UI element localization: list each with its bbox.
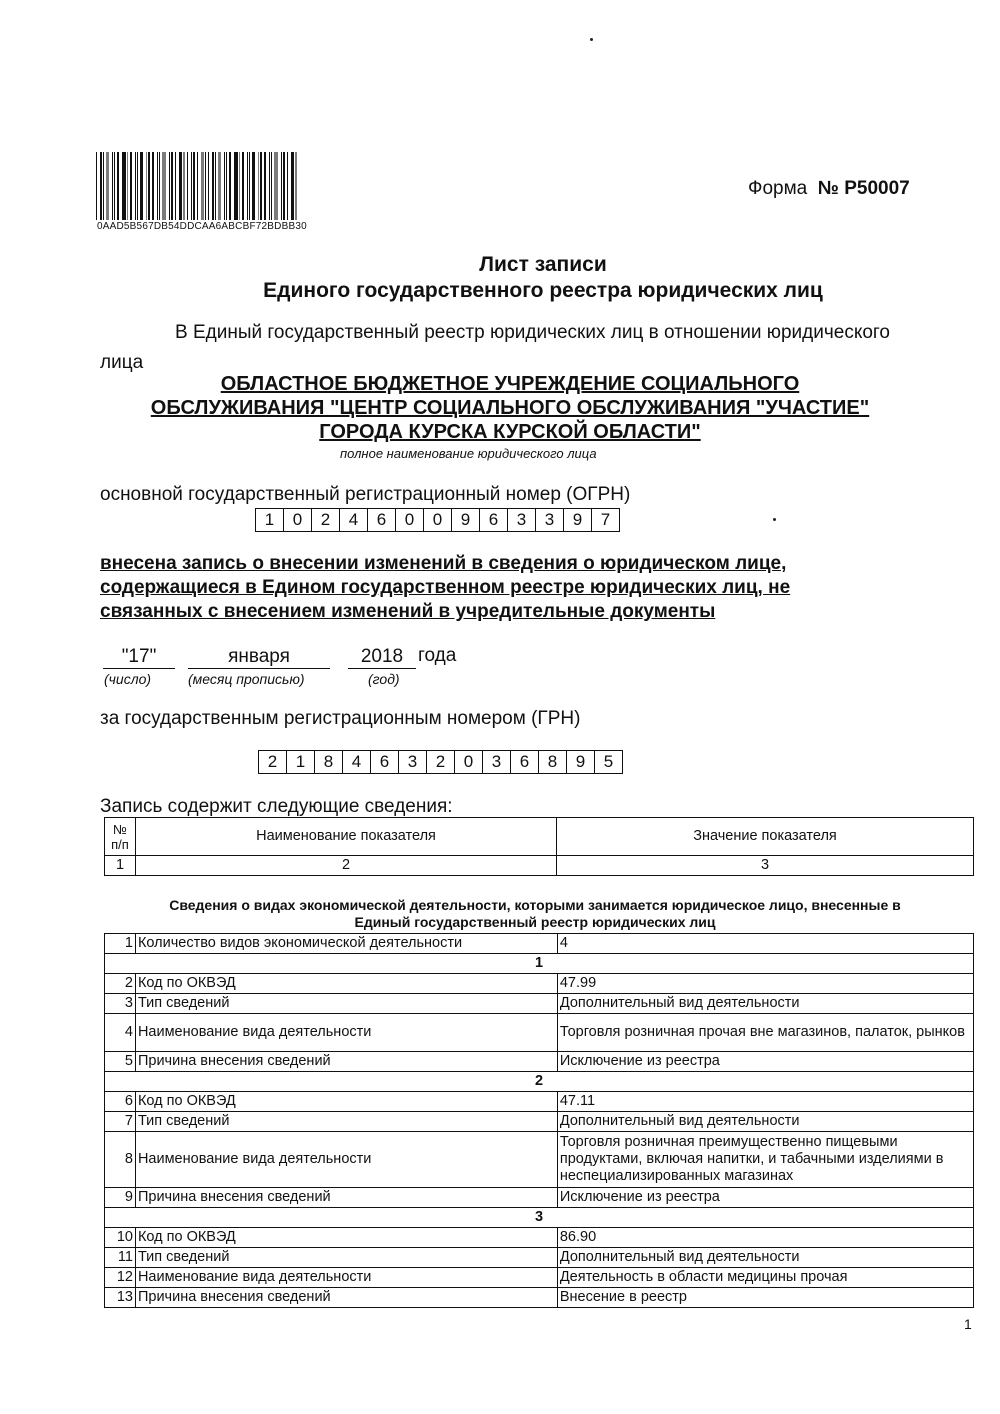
- group-number: 2: [105, 1072, 974, 1092]
- barcode-bar: [239, 152, 240, 220]
- barcode-bar: [130, 152, 132, 220]
- row-label: Причина внесения сведений: [135, 1288, 557, 1308]
- ogrn-digit: 0: [396, 509, 424, 531]
- row-value: 86.90: [557, 1228, 973, 1248]
- barcode-bar: [103, 152, 104, 220]
- day-caption: (число): [104, 671, 152, 687]
- activities-table: [104, 933, 974, 1308]
- row-label: Причина внесения сведений: [135, 1052, 557, 1072]
- grn-boxes: [258, 750, 623, 774]
- table-row: [105, 1132, 974, 1188]
- barcode-bar: [283, 152, 285, 220]
- row-value: Дополнительный вид деятельности: [557, 1112, 973, 1132]
- barcode-bar: [212, 152, 214, 220]
- row-number: 3: [105, 994, 136, 1014]
- row-number: 7: [105, 1112, 136, 1132]
- date-month: января: [188, 646, 330, 669]
- row-value: Торговля розничная прочая вне магазинов, палаток, рынков: [557, 1014, 973, 1052]
- row-value: Торговля розничная преимущественно пищевыми продуктами, включая напитки, и табачными изделиями в неспециализированных магазинах: [557, 1132, 973, 1188]
- form-prefix: Форма: [748, 178, 808, 199]
- date-year: 2018: [348, 646, 416, 669]
- row-label: Количество видов экономической деятельности: [135, 934, 557, 954]
- barcode-bar: [135, 152, 136, 220]
- ogrn-digit: 3: [508, 509, 536, 531]
- intro-line-2: лица: [100, 352, 144, 373]
- barcode-bar: [100, 152, 102, 220]
- organization-name-line: ОБЛАСТНОЕ БЮДЖЕТНОЕ УЧРЕЖДЕНИЕ СОЦИАЛЬНОГО: [220, 373, 800, 395]
- ogrn-digit: 9: [564, 509, 592, 531]
- grn-digit: 1: [287, 751, 315, 773]
- barcode-bar: [117, 152, 119, 220]
- barcode-bar: [252, 152, 255, 220]
- row-label: Тип сведений: [135, 1112, 557, 1132]
- row-value: Дополнительный вид деятельности: [557, 994, 973, 1014]
- scan-speck: [773, 518, 776, 521]
- barcode-bar: [201, 152, 204, 220]
- barcode-bar: [226, 152, 227, 220]
- ogrn-digit: 0: [284, 509, 312, 531]
- row-value: Внесение в реестр: [557, 1288, 973, 1308]
- row-label: Код по ОКВЭД: [135, 974, 557, 994]
- row-number: 4: [105, 1014, 136, 1052]
- barcode-bar: [159, 152, 160, 220]
- section-title-line: Сведения о видах экономической деятельности, которыми занимается юридическое лицо, внесенные в: [169, 897, 901, 913]
- barcode-bar: [224, 152, 225, 220]
- barcode-bar: [274, 152, 278, 220]
- table-row: [105, 934, 974, 954]
- barcode-bar: [218, 152, 221, 220]
- barcode-bar: [137, 152, 138, 220]
- barcode-bar: [146, 152, 147, 220]
- row-value: Исключение из реестра: [557, 1188, 973, 1208]
- date-year-suffix: года: [418, 645, 457, 666]
- grn-digit: 8: [539, 751, 567, 773]
- column-header-number: № п/п: [105, 818, 136, 856]
- row-label: Наименование вида деятельности: [135, 1014, 557, 1052]
- table-row: [105, 1014, 974, 1052]
- row-number: 9: [105, 1188, 136, 1208]
- barcode-bar: [122, 152, 126, 220]
- document-title: Лист записи: [479, 253, 607, 276]
- table-row: [105, 1268, 974, 1288]
- barcode-bar: [169, 152, 170, 220]
- barcode-bar: [175, 152, 176, 220]
- barcode-bar: [287, 152, 288, 220]
- table-row: [105, 1228, 974, 1248]
- table-row: [105, 994, 974, 1014]
- row-label: Код по ОКВЭД: [135, 1092, 557, 1112]
- barcode-bar: [112, 152, 113, 220]
- ogrn-digit: 2: [312, 509, 340, 531]
- grn-digit: 0: [455, 751, 483, 773]
- grn-digit: 8: [315, 751, 343, 773]
- document-subtitle: Единого государственного реестра юридических лиц: [263, 279, 823, 302]
- barcode-text: 0AAD5B567DB54DDCAA6ABCBF72BDBB30: [97, 221, 307, 232]
- table-row: [105, 1248, 974, 1268]
- barcode-bar: [140, 152, 143, 220]
- ogrn-boxes: [255, 508, 620, 532]
- barcode-bar: [215, 152, 216, 220]
- barcode-bar: [291, 152, 294, 220]
- column-number-3: 3: [557, 856, 974, 876]
- barcode-bar: [197, 152, 198, 220]
- grn-digit: 6: [511, 751, 539, 773]
- barcode-bar: [171, 152, 173, 220]
- ogrn-digit: 1: [256, 509, 284, 531]
- row-value: 4: [557, 934, 973, 954]
- barcode-bar: [264, 152, 266, 220]
- table-row: [105, 1288, 974, 1308]
- contents-label: Запись содержит следующие сведения:: [100, 796, 453, 817]
- row-label: Причина внесения сведений: [135, 1188, 557, 1208]
- column-number-2: 2: [136, 856, 557, 876]
- table-row: [105, 1112, 974, 1132]
- organization-name: [110, 372, 910, 444]
- barcode-bar: [269, 152, 270, 220]
- barcode-bar: [205, 152, 206, 220]
- organization-name-line: ГОРОДА КУРСКА КУРСКОЙ ОБЛАСТИ": [319, 421, 701, 443]
- barcode-bar: [157, 152, 158, 220]
- year-caption: (год): [368, 671, 400, 687]
- row-number: 8: [105, 1132, 136, 1188]
- ogrn-digit: 4: [340, 509, 368, 531]
- row-value: 47.11: [557, 1092, 973, 1112]
- grn-digit: 6: [371, 751, 399, 773]
- grn-digit: 5: [603, 752, 614, 771]
- barcode-bar: [229, 152, 231, 220]
- barcode-bar: [106, 152, 109, 220]
- barcode-bar: [271, 152, 272, 220]
- record-statement: [100, 552, 790, 624]
- barcode-image: [96, 152, 302, 220]
- intro-line-1: В Единый государственный реестр юридических лиц в отношении юридического: [175, 322, 890, 343]
- table-row: [105, 1052, 974, 1072]
- row-value: Деятельность в области медицины прочая: [557, 1268, 973, 1288]
- barcode-bar: [193, 152, 195, 220]
- barcode-bar: [96, 152, 97, 220]
- ogrn-digit: 6: [368, 509, 396, 531]
- month-caption: (месяц прописью): [188, 671, 305, 687]
- organization-name-caption: полное наименование юридического лица: [340, 446, 597, 461]
- record-line: содержащиеся в Едином государственном реестре юридических лиц, не: [100, 577, 791, 598]
- column-number-1: 1: [105, 856, 136, 876]
- row-number: 12: [105, 1268, 136, 1288]
- row-number: 13: [105, 1288, 136, 1308]
- grn-digit: 3: [399, 751, 427, 773]
- row-value: Исключение из реестра: [557, 1052, 973, 1072]
- group-row: [105, 1072, 974, 1092]
- barcode-bar: [152, 152, 154, 220]
- column-header-value: Значение показателя: [557, 818, 974, 856]
- row-value: 47.99: [557, 974, 973, 994]
- row-label: Код по ОКВЭД: [135, 1228, 557, 1248]
- form-number: [748, 178, 910, 200]
- grn-digit: 2: [259, 751, 287, 773]
- table-row: [105, 1092, 974, 1112]
- barcode-bar: [179, 152, 182, 220]
- row-value: Дополнительный вид деятельности: [557, 1248, 973, 1268]
- ogrn-digit: 0: [424, 509, 452, 531]
- barcode-bar: [183, 152, 185, 220]
- column-header-name: Наименование показателя: [136, 818, 557, 856]
- row-number: 10: [105, 1228, 136, 1248]
- row-label: Наименование вида деятельности: [135, 1268, 557, 1288]
- ogrn-digit: 6: [480, 509, 508, 531]
- barcode-bar: [187, 152, 188, 220]
- date-day: "17": [103, 646, 175, 669]
- grn-label: за государственным регистрационным номером (ГРН): [100, 708, 581, 729]
- grn-digit: 9: [567, 751, 595, 773]
- barcode-bar: [162, 152, 166, 220]
- row-number: 1: [105, 934, 136, 954]
- barcode-bar: [114, 152, 115, 220]
- group-number: 1: [105, 954, 974, 974]
- row-number: 11: [105, 1248, 136, 1268]
- barcode-bar: [191, 152, 192, 220]
- page-number: 1: [964, 1316, 972, 1332]
- scan-speck: [590, 38, 593, 41]
- table-row: [105, 974, 974, 994]
- contents-header-table: [104, 817, 974, 876]
- row-number: 6: [105, 1092, 136, 1112]
- row-number: 5: [105, 1052, 136, 1072]
- ogrn-digit: 3: [536, 509, 564, 531]
- grn-digit: 4: [343, 751, 371, 773]
- barcode-bar: [208, 152, 209, 220]
- barcode-bar: [281, 152, 282, 220]
- barcode-bar: [260, 152, 262, 220]
- organization-name-line: ОБСЛУЖИВАНИЯ "ЦЕНТР СОЦИАЛЬНОГО ОБСЛУЖИВАНИЯ "УЧАСТИЕ": [150, 397, 870, 419]
- barcode-bar: [127, 152, 128, 220]
- barcode-bar: [242, 152, 244, 220]
- barcode-bar: [247, 152, 248, 220]
- record-line: внесена запись о внесении изменений в сведения о юридическом лице,: [100, 553, 787, 574]
- barcode-bar: [249, 152, 250, 220]
- ogrn-label: основной государственный регистрационный номер (ОГРН): [100, 484, 631, 505]
- row-label: Тип сведений: [135, 1248, 557, 1268]
- group-row: [105, 954, 974, 974]
- table-row: [105, 1188, 974, 1208]
- record-line: связанных с внесением изменений в учредительные документы: [100, 601, 716, 622]
- row-number: 2: [105, 974, 136, 994]
- barcode-bar: [295, 152, 297, 220]
- form-code: № Р50007: [817, 178, 910, 199]
- barcode-bar: [258, 152, 259, 220]
- grn-digit: 3: [483, 751, 511, 773]
- ogrn-digit: 9: [452, 509, 480, 531]
- row-label: Тип сведений: [135, 994, 557, 1014]
- group-row: [105, 1208, 974, 1228]
- row-label: Наименование вида деятельности: [135, 1132, 557, 1188]
- group-number: 3: [105, 1208, 974, 1228]
- barcode-bar: [148, 152, 150, 220]
- barcode-bar: [234, 152, 238, 220]
- section-title: [95, 897, 975, 931]
- section-title-line: Единый государственный реестр юридических лиц: [354, 914, 716, 930]
- ogrn-digit: 7: [600, 510, 611, 529]
- grn-digit: 2: [427, 751, 455, 773]
